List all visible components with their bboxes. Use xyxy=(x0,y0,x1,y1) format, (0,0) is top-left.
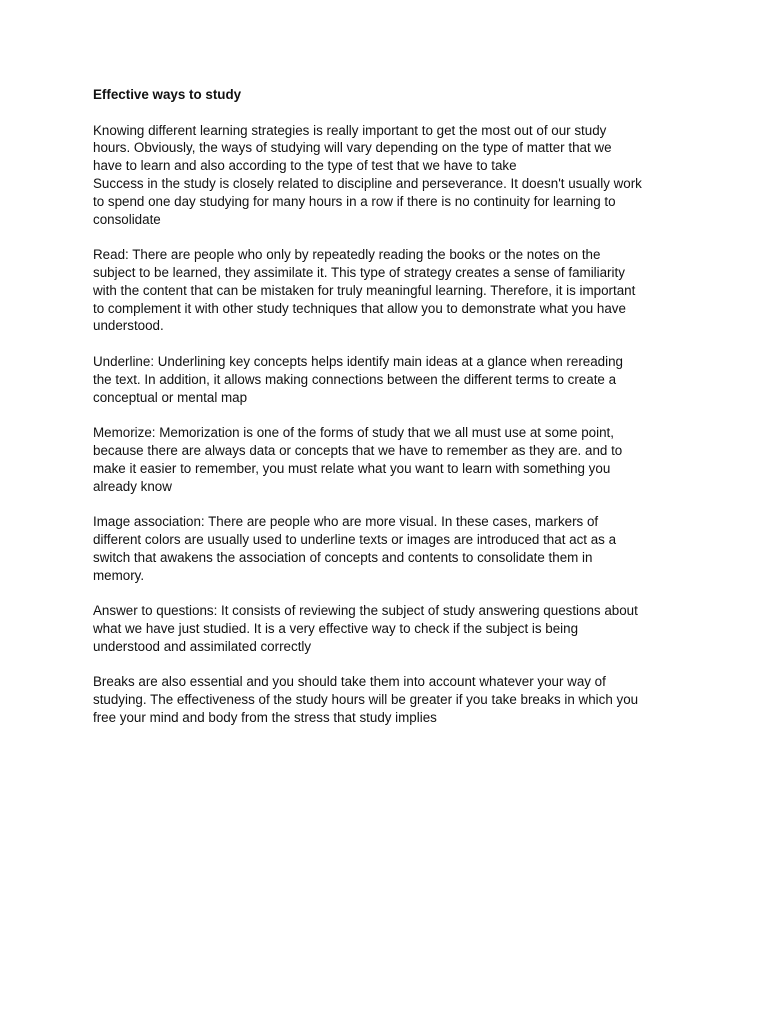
paragraph-discipline xyxy=(93,175,689,228)
text-line: what we have just studied. It is a very effective way to check if the subject is being xyxy=(93,620,579,636)
document-body xyxy=(93,86,689,744)
text-line: studying. The effectiveness of the study hours will be greater if you take breaks in which you xyxy=(93,692,639,708)
text-line: Underline: Underlining key concepts helps identify main ideas at a glance when rereading xyxy=(93,353,623,369)
text-line: to spend one day studying for many hours in a row if there is no continuity for learning to xyxy=(93,193,616,209)
document-title: Effective ways to study xyxy=(93,87,242,102)
text-line: conceptual or mental map xyxy=(93,389,248,405)
paragraph-answer-questions xyxy=(93,602,689,655)
text-line: make it easier to remember, you must relate what you want to learn with something you xyxy=(93,460,611,476)
paragraph-read xyxy=(93,246,689,335)
text-line: understood and assimilated correctly xyxy=(93,638,312,654)
paragraph-underline xyxy=(93,353,689,406)
paragraph-breaks xyxy=(93,673,689,726)
text-line: the text. In addition, it allows making connections between the different terms to create a xyxy=(93,371,617,387)
text-line: switch that awakens the association of concepts and contents to consolidate them in xyxy=(93,549,593,565)
text-line: to complement it with other study techniques that allow you to demonstrate what you have xyxy=(93,300,626,316)
paragraph-memorize xyxy=(93,424,689,495)
text-line: Breaks are also essential and you should take them into account whatever your way of xyxy=(93,674,606,690)
text-line: Success in the study is closely related to discipline and perseverance. It doesn't usually work xyxy=(93,175,642,191)
text-line: understood. xyxy=(93,318,164,334)
text-line: already know xyxy=(93,478,172,494)
text-line: have to learn and also according to the type of test that we have to take xyxy=(93,158,517,174)
paragraph-intro xyxy=(93,122,689,175)
paragraph-image-association xyxy=(93,513,689,584)
text-line: memory. xyxy=(93,567,145,583)
text-line: consolidate xyxy=(93,211,161,227)
text-line: Read: There are people who only by repeatedly reading the books or the notes on the xyxy=(93,247,601,263)
text-line: Image association: There are people who are more visual. In these cases, markers of xyxy=(93,514,599,530)
text-line: Memorize: Memorization is one of the forms of study that we all must use at some point, xyxy=(93,425,614,441)
text-line: subject to be learned, they assimilate it. This type of strategy creates a sense of familiarity xyxy=(93,264,625,280)
text-line: with the content that can be mistaken for truly meaningful learning. Therefore, it is important xyxy=(93,282,636,298)
text-line: free your mind and body from the stress that study implies xyxy=(93,709,437,725)
text-line: hours. Obviously, the ways of studying will vary depending on the type of matter that we xyxy=(93,140,612,156)
text-line: because there are always data or concepts that we have to remember as they are. and to xyxy=(93,442,623,458)
text-line: Answer to questions: It consists of reviewing the subject of study answering questions about xyxy=(93,603,638,619)
text-line: Knowing different learning strategies is really important to get the most out of our study xyxy=(93,122,607,138)
text-line: different colors are usually used to underline texts or images are introduced that act as a xyxy=(93,531,617,547)
